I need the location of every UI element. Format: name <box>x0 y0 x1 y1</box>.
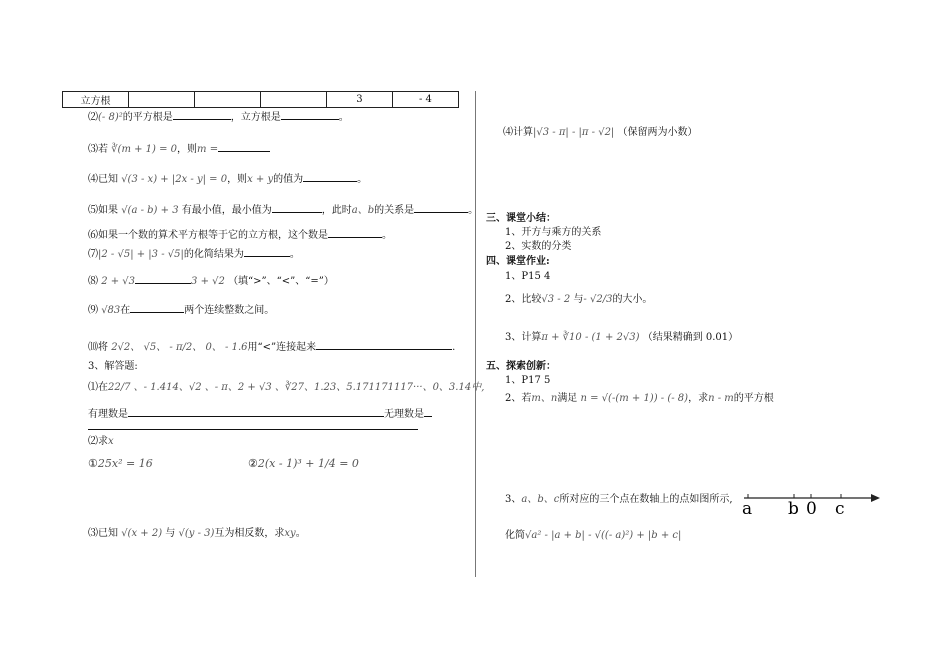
math-var: x + y <box>247 174 274 185</box>
point-label-a: a <box>742 499 753 519</box>
q-text: 。 <box>338 112 349 123</box>
q-text: 。 <box>468 205 479 216</box>
math-expr: √a² - |a + b| - √((- a)²) + |b + c| <box>525 530 682 541</box>
table-cell <box>129 92 195 108</box>
q-num: ⑶已知 <box>88 528 118 539</box>
question-3 <box>88 140 270 157</box>
q-text: 所对应的三个点在数轴上的点如图所示, <box>559 494 733 505</box>
q-num: ⑻ <box>88 276 98 287</box>
math-var: a、b、c <box>521 494 560 505</box>
answer-blank <box>328 226 382 238</box>
q-text: 两个连续整数之间。 <box>184 305 275 316</box>
explore-item <box>505 392 774 406</box>
q-num: ⑼ <box>88 305 98 316</box>
math-expr: √(a - b) + 3 <box>121 205 179 216</box>
q-num: ② <box>248 457 258 470</box>
summary-title: 三、课堂小结： <box>486 213 556 224</box>
q-num: ⑷计算 <box>503 127 533 138</box>
answer-blank <box>316 338 452 350</box>
question-6 <box>88 226 392 243</box>
q-text: 的关系是 <box>374 205 415 216</box>
q-num: ⑺ <box>88 249 98 260</box>
solve-1 <box>88 381 484 395</box>
q-num: ① <box>88 457 98 470</box>
math-var: xy <box>284 528 296 539</box>
q-text: 2、若 <box>505 393 532 404</box>
q-text: 。 <box>289 249 300 260</box>
equation-1 <box>88 457 153 471</box>
q-hint: （填“>”、“<”、“=”） <box>228 276 334 287</box>
explore-item-3 <box>505 492 741 507</box>
math-var: n - m <box>708 393 734 404</box>
q-num: ⑶若 <box>88 144 108 155</box>
q-text: ，求 <box>688 393 709 404</box>
answer-blank <box>218 140 270 152</box>
explore-simplify <box>505 529 681 543</box>
answer-blank <box>303 170 357 182</box>
math-expr: - π/2、 <box>169 342 203 353</box>
question-9 <box>88 301 274 318</box>
answer-blank <box>88 415 418 430</box>
column-divider <box>475 91 476 577</box>
q-text: ，立方根是 <box>230 112 281 123</box>
homework-title: 四、课堂作业: <box>486 256 550 267</box>
q-hint: （保留两为小数） <box>617 127 698 138</box>
q-text: ，则 <box>227 174 248 185</box>
question-7 <box>88 245 300 262</box>
q-text: 。 <box>382 230 392 241</box>
q-text: 满足 <box>557 393 578 404</box>
math-var: x <box>108 436 114 447</box>
number-list: 22/7 、- 1.414、√2 、- π、2 + √3 、∛27、1.23、5.171171117···、0、3.14中, <box>108 382 485 393</box>
cube-root-table <box>62 91 459 108</box>
q-text: 与 <box>165 528 176 539</box>
q-text: 有理数是 <box>88 409 128 420</box>
q-text: ，则 <box>177 144 198 155</box>
math-expr: - √2/3 <box>583 294 613 305</box>
math-expr: 25x² = 16 <box>97 457 153 470</box>
math-var: m = <box>197 144 219 155</box>
q-text: ⑹如果一个数的算术平方根等于它的立方根，这个数是 <box>88 230 328 241</box>
point-label-0: 0 <box>806 499 817 519</box>
q-text: 用“<”连接起来 <box>247 342 317 353</box>
number-line <box>742 488 884 520</box>
question-4 <box>88 170 367 187</box>
solve-2 <box>88 435 114 449</box>
table-cell <box>195 92 261 108</box>
math-expr: π + ∛10 - (1 + 2√3) <box>541 332 640 343</box>
math-expr: 0、 <box>205 342 222 353</box>
section-answer-title <box>88 360 138 374</box>
q-text: 3、计算 <box>505 332 542 343</box>
q-num: ⑴在 <box>88 382 108 393</box>
q-text: 的平方根 <box>733 393 774 404</box>
q-text: 。 <box>295 528 306 539</box>
math-expr: √(y - 3) <box>178 528 215 539</box>
table-cell <box>260 92 326 108</box>
table-cell: 3 <box>326 92 392 108</box>
math-expr: √5、 <box>143 342 167 353</box>
question-5 <box>88 201 478 218</box>
q-num: ⑷已知 <box>88 174 118 185</box>
q-text: 的平方根是 <box>122 112 173 123</box>
section-title: 3、解答题: <box>88 361 138 372</box>
math-var: m、n <box>531 393 558 404</box>
explore-title: 五、探索创新： <box>486 361 556 372</box>
answer-blank <box>135 272 191 284</box>
answer-blank <box>414 201 468 213</box>
math-expr: √83 <box>101 305 121 316</box>
explore-item: 1、P17 5 <box>505 375 551 386</box>
math-var: a、b <box>351 205 375 216</box>
q-text: 。 <box>357 174 368 185</box>
math-expr: 2(x - 1)³ + 1/4 = 0 <box>257 457 359 470</box>
q-text: 互为相反数，求 <box>214 528 285 539</box>
q-text: 在 <box>120 305 131 316</box>
table-cell: 立方根 <box>63 92 129 108</box>
question-2 <box>88 108 349 125</box>
answer-blank <box>173 108 231 120</box>
math-expr: |√3 - π| - |π - √2| <box>533 127 615 138</box>
summary-item: 2、实数的分类 <box>505 241 572 252</box>
q-text: 化简 <box>505 530 525 541</box>
answer-blank <box>130 301 184 313</box>
q-text: ⑵求 <box>88 436 108 447</box>
q-text: ，此时 <box>321 205 352 216</box>
math-expr: √(3 - x) + |2x - y| = 0 <box>121 174 228 185</box>
q-hint: （结果精确到 0.01） <box>642 332 739 343</box>
math-expr: 2√2、 <box>111 342 141 353</box>
math-expr: - 1.6 <box>225 342 248 353</box>
q-text: 有最小值，最小值为 <box>181 205 272 216</box>
arrow-head-icon <box>871 494 880 502</box>
homework-item <box>505 293 652 307</box>
math-expr: n = √(-(m + 1)) - (- 8) <box>580 393 689 404</box>
equation-2 <box>248 457 359 471</box>
math-expr: √(x + 2) <box>121 528 163 539</box>
q-text: 与 <box>573 294 584 305</box>
math-expr: 3 + √2 <box>191 276 225 287</box>
q-num: ⑽将 <box>88 342 108 353</box>
math-expr: ∛(m + 1) = 0 <box>111 144 178 155</box>
summary-item: 1、开方与乘方的关系 <box>505 227 602 238</box>
question-8 <box>88 272 334 289</box>
homework-item <box>505 331 738 345</box>
answer-blank <box>244 245 290 257</box>
solve-3 <box>88 527 306 541</box>
math-expr: (- 8)² <box>98 112 123 123</box>
q-num: ⑸如果 <box>88 205 118 216</box>
q-text: 2、比较 <box>505 294 542 305</box>
answer-blank <box>424 405 432 417</box>
q-text: 的大小。 <box>612 294 653 305</box>
answer-blank <box>272 201 322 213</box>
math-expr: 2 + √3 <box>101 276 136 287</box>
table-cell: - 4 <box>392 92 458 108</box>
point-label-c: c <box>835 499 845 519</box>
q-text: 的值为 <box>273 174 304 185</box>
homework-item: 1、P15 4 <box>505 271 551 282</box>
q-num: ⑵ <box>88 112 98 123</box>
q-text: 的化简结果为 <box>183 249 244 260</box>
q-text: 3、 <box>505 494 522 505</box>
math-expr: |2 - √5| + |3 - √5| <box>98 249 184 260</box>
math-expr: √3 - 2 <box>541 294 571 305</box>
q-text: . <box>452 342 456 353</box>
question-r4 <box>503 126 698 140</box>
q-text: 无理数是 <box>384 409 424 420</box>
point-label-b: b <box>788 499 799 519</box>
answer-blank <box>281 108 339 120</box>
question-10 <box>88 338 455 355</box>
